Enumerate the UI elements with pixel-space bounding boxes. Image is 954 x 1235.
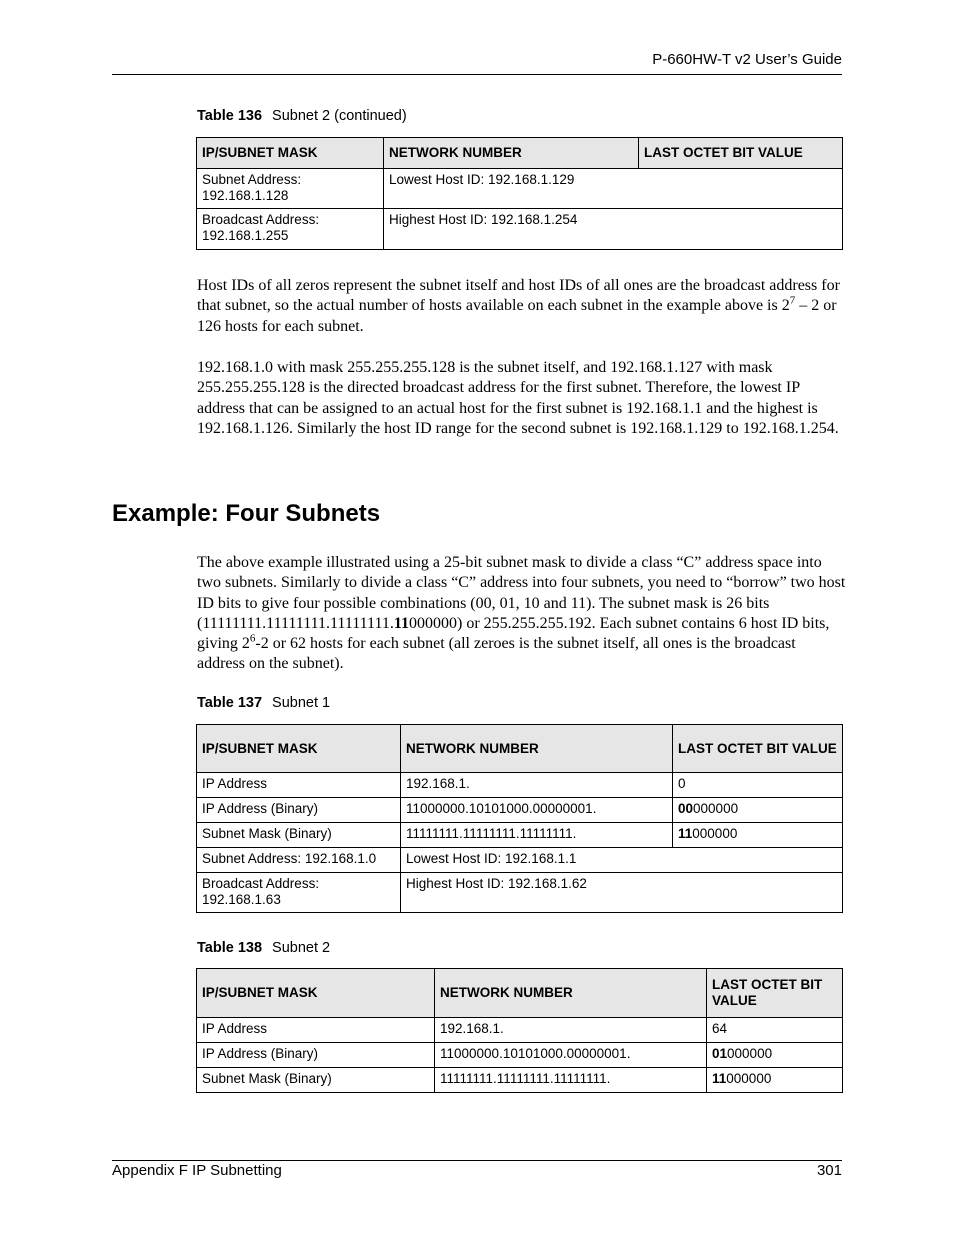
table-header-row bbox=[197, 969, 843, 1018]
header-rule bbox=[112, 74, 842, 75]
superscript: 7 bbox=[789, 294, 796, 307]
superscript: 6 bbox=[249, 632, 256, 645]
table-cell: Subnet Mask (Binary) bbox=[197, 823, 401, 848]
footer-rule bbox=[112, 1160, 842, 1161]
table-cell: 11000000.10101000.00000001. bbox=[401, 798, 673, 823]
table-row bbox=[197, 773, 843, 798]
table-136-title: Subnet 2 (continued) bbox=[272, 108, 407, 124]
table-cell: IP Address bbox=[197, 773, 401, 798]
table-cell: Lowest Host ID: 192.168.1.129 bbox=[384, 169, 843, 209]
table-cell: Subnet Address: 192.168.1.128 bbox=[197, 169, 384, 209]
cell-text: 64 bbox=[712, 1021, 728, 1036]
table-cell: 192.168.1. bbox=[435, 1018, 707, 1043]
table-137-caption bbox=[197, 695, 330, 711]
table-136 bbox=[196, 137, 843, 250]
table-cell: Highest Host ID: 192.168.1.254 bbox=[384, 209, 843, 250]
cell-text: 0 bbox=[678, 776, 686, 791]
table-cell bbox=[673, 823, 843, 848]
table-cell: IP Address (Binary) bbox=[197, 798, 401, 823]
column-header: LAST OCTET BIT VALUE bbox=[639, 138, 843, 169]
table-cell: Subnet Mask (Binary) bbox=[197, 1068, 435, 1093]
table-137-title: Subnet 1 bbox=[272, 695, 331, 711]
page-header-title: P-660HW-T v2 User’s Guide bbox=[652, 51, 842, 68]
table-137 bbox=[196, 724, 843, 913]
paragraph-text: -2 or 62 hosts for each subnet (all zeroes is the subnet itself, all ones is the broadcast address on the subnet). bbox=[197, 635, 796, 673]
table-138-caption bbox=[197, 940, 330, 956]
section-heading: Example: Four Subnets bbox=[112, 500, 381, 527]
column-header: IP/SUBNET MASK bbox=[197, 138, 384, 169]
table-row bbox=[197, 873, 843, 913]
table-row bbox=[197, 1068, 843, 1093]
table-cell bbox=[707, 1043, 843, 1068]
table-cell: Subnet Address: 192.168.1.0 bbox=[197, 848, 401, 873]
cell-text: 000000 bbox=[692, 826, 738, 841]
table-cell: Highest Host ID: 192.168.1.62 bbox=[401, 873, 843, 913]
cell-text: 000000 bbox=[727, 1046, 773, 1061]
table-cell: Broadcast Address: 192.168.1.255 bbox=[197, 209, 384, 250]
column-header: IP/SUBNET MASK bbox=[197, 725, 401, 773]
table-row bbox=[197, 209, 843, 250]
paragraph-text: – 2 or 126 hosts for each subnet. bbox=[197, 297, 837, 335]
table-cell bbox=[673, 773, 843, 798]
table-row bbox=[197, 848, 843, 873]
table-137-label: Table 137 bbox=[197, 695, 263, 711]
column-header: IP/SUBNET MASK bbox=[197, 969, 435, 1018]
table-row bbox=[197, 169, 843, 209]
page-number: 301 bbox=[816, 1162, 842, 1179]
column-header: NETWORK NUMBER bbox=[401, 725, 673, 773]
table-136-label: Table 136 bbox=[197, 108, 263, 124]
paragraph-subnet-range: 192.168.1.0 with mask 255.255.255.128 is the subnet itself, and 192.168.1.127 with mask 255.255.255.128 is the directed broadcast address for the first subnet. Therefore, the lowest IP address that can be assigned to an actual host for the first subnet is 192.168.1.1 and the highest is 192.168.1.126. Similarly the host ID range for the second subnet is 192.168.1.129 to 192.168.1.254. bbox=[197, 359, 839, 437]
table-138 bbox=[196, 968, 843, 1093]
table-cell: Lowest Host ID: 192.168.1.1 bbox=[401, 848, 843, 873]
footer-section: Appendix F IP Subnetting bbox=[112, 1162, 282, 1179]
table-row bbox=[197, 1018, 843, 1043]
table-row bbox=[197, 823, 843, 848]
paragraph-text: The above example illustrated using a 25-bit subnet mask to divide a class “C” address space into two subnets. Similarly to divide a class “C” address into four subnets, you need to “borrow” two host ID bits to give four possible combinations (00, 01, 10 and 11). The subnet mask is 26 bits (11111111.11111111.11111111. bbox=[197, 554, 846, 632]
table-136-caption bbox=[197, 108, 407, 124]
bold-bits: 00 bbox=[678, 801, 694, 816]
table-cell: IP Address (Binary) bbox=[197, 1043, 435, 1068]
table-row bbox=[197, 798, 843, 823]
table-cell bbox=[707, 1018, 843, 1043]
paragraph-text: Host IDs of all zeros represent the subnet itself and host IDs of all ones are the broadcast address for that subnet, so the actual number of hosts available on each subnet in the example above is 2 bbox=[197, 277, 840, 315]
table-header-row bbox=[197, 138, 843, 169]
bold-bits: 11 bbox=[712, 1071, 727, 1086]
column-header: LAST OCTET BIT VALUE bbox=[707, 969, 843, 1018]
cell-text: 000000 bbox=[693, 801, 739, 816]
table-cell: IP Address bbox=[197, 1018, 435, 1043]
bold-bits: 11 bbox=[393, 614, 409, 632]
table-cell: 192.168.1. bbox=[401, 773, 673, 798]
table-row bbox=[197, 1043, 843, 1068]
bold-bits: 11 bbox=[678, 826, 693, 841]
column-header: NETWORK NUMBER bbox=[384, 138, 639, 169]
table-138-label: Table 138 bbox=[197, 940, 263, 956]
table-cell bbox=[673, 798, 843, 823]
table-138-title: Subnet 2 bbox=[272, 940, 331, 956]
table-cell: 11000000.10101000.00000001. bbox=[435, 1043, 707, 1068]
table-cell: 11111111.11111111.11111111. bbox=[401, 823, 673, 848]
table-cell: Broadcast Address: 192.168.1.63 bbox=[197, 873, 401, 913]
paragraph-host-ids bbox=[197, 276, 847, 337]
paragraph-text: 000000) or 255.255.255.192. Each subnet contains 6 host ID bits, giving 2 bbox=[197, 614, 830, 653]
bold-bits: 01 bbox=[712, 1046, 728, 1061]
column-header: NETWORK NUMBER bbox=[435, 969, 707, 1018]
column-header: LAST OCTET BIT VALUE bbox=[673, 725, 843, 773]
cell-text: 000000 bbox=[726, 1071, 772, 1086]
table-cell: 11111111.11111111.11111111. bbox=[435, 1068, 707, 1093]
paragraph-four-subnets bbox=[197, 553, 847, 675]
table-cell bbox=[707, 1068, 843, 1093]
table-header-row bbox=[197, 725, 843, 773]
